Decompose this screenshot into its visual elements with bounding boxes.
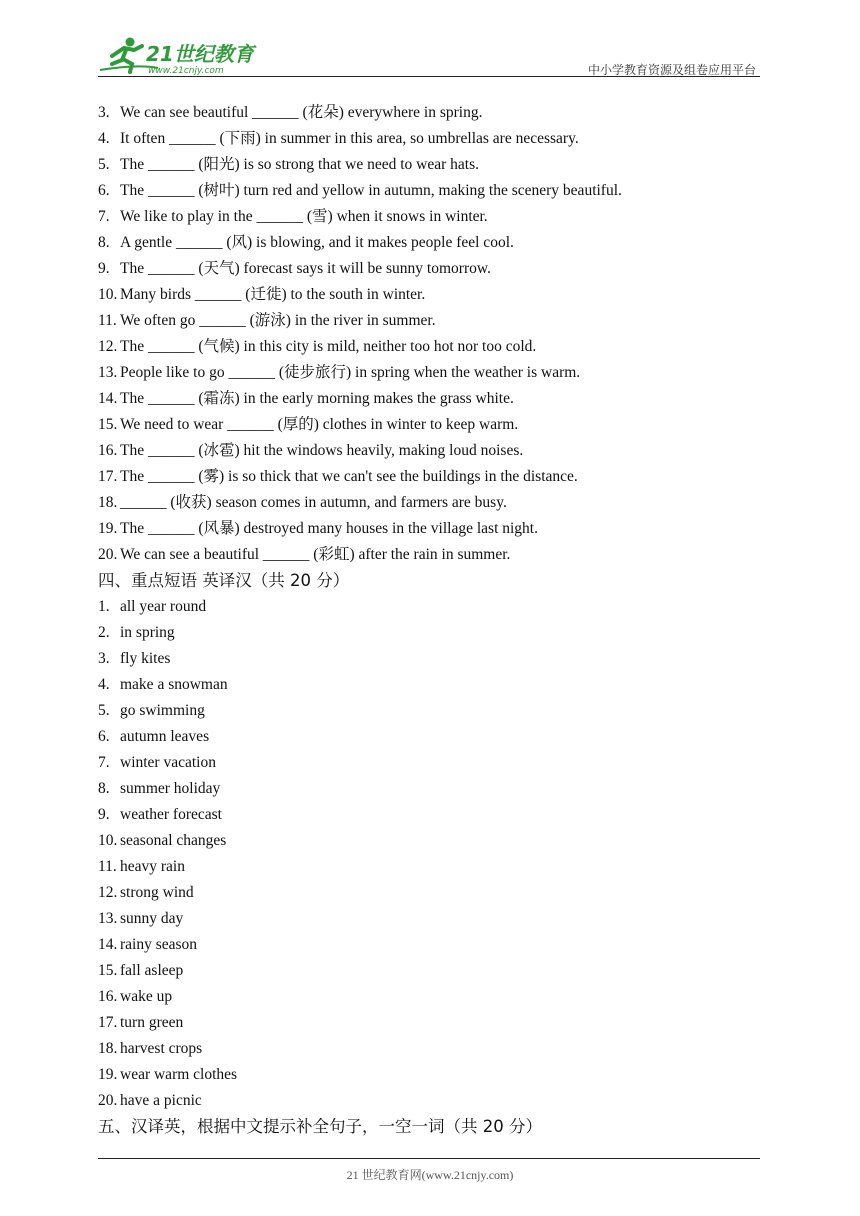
phrase-item bbox=[98, 906, 760, 932]
item-number: 18. bbox=[98, 494, 118, 511]
phrase-item bbox=[98, 828, 760, 854]
item-text: turn green bbox=[120, 1014, 184, 1031]
fill-blank-item bbox=[98, 204, 760, 230]
item-text: A gentle ______ (风) is blowing, and it makes people feel cool. bbox=[120, 234, 514, 251]
item-number: 14. bbox=[98, 390, 118, 407]
item-text: The ______ (雾) is so thick that we can't see the buildings in the distance. bbox=[120, 468, 578, 485]
item-number: 2. bbox=[98, 624, 110, 641]
item-number: 20. bbox=[98, 1092, 118, 1109]
item-number: 7. bbox=[98, 208, 110, 225]
item-number: 16. bbox=[98, 442, 118, 459]
phrase-item bbox=[98, 646, 760, 672]
item-number: 12. bbox=[98, 884, 118, 901]
item-text: The ______ (树叶) turn red and yellow in autumn, making the scenery beautiful. bbox=[120, 182, 622, 199]
item-text: People like to go ______ (徒步旅行) in spring when the weather is warm. bbox=[120, 364, 581, 381]
item-number: 6. bbox=[98, 182, 110, 199]
item-text: It often ______ (下雨) in summer in this area, so umbrellas are necessary. bbox=[120, 130, 579, 147]
item-text: autumn leaves bbox=[120, 728, 210, 745]
site-logo bbox=[98, 34, 268, 76]
phrase-item bbox=[98, 1088, 760, 1114]
item-text: fly kites bbox=[120, 650, 171, 667]
item-text: weather forecast bbox=[120, 806, 222, 823]
fill-blank-item bbox=[98, 490, 760, 516]
page-footer: 21 世纪教育网(www.21cnjy.com) bbox=[346, 1168, 514, 1182]
item-number: 3. bbox=[98, 650, 110, 667]
item-number: 8. bbox=[98, 234, 110, 251]
item-text: go swimming bbox=[120, 702, 205, 719]
fill-blank-item bbox=[98, 516, 760, 542]
item-number: 6. bbox=[98, 728, 110, 745]
item-number: 1. bbox=[98, 598, 110, 615]
item-text: fall asleep bbox=[120, 962, 184, 979]
item-text: The ______ (天气) forecast says it will be sunny tomorrow. bbox=[120, 260, 491, 277]
section5-title: 五、汉译英，根据中文提示补全句子，一空一词（共 20 分） bbox=[98, 1117, 542, 1136]
item-text: The ______ (冰雹) hit the windows heavily, making loud noises. bbox=[120, 442, 524, 459]
item-text: The ______ (阳光) is so strong that we need to wear hats. bbox=[120, 156, 480, 173]
item-text: harvest crops bbox=[120, 1040, 203, 1057]
item-text: wake up bbox=[120, 988, 173, 1005]
item-text: wear warm clothes bbox=[120, 1066, 238, 1083]
item-text: heavy rain bbox=[120, 858, 185, 875]
item-text: in spring bbox=[120, 624, 175, 641]
phrase-item bbox=[98, 880, 760, 906]
header-divider bbox=[98, 76, 760, 77]
item-number: 15. bbox=[98, 962, 118, 979]
item-number: 8. bbox=[98, 780, 110, 797]
phrase-item bbox=[98, 698, 760, 724]
phrase-item bbox=[98, 672, 760, 698]
item-number: 16. bbox=[98, 988, 118, 1005]
phrase-item bbox=[98, 958, 760, 984]
section4-title: 四、重点短语 英译汉（共 20 分） bbox=[98, 571, 350, 590]
phrase-item bbox=[98, 750, 760, 776]
fill-blank-item bbox=[98, 438, 760, 464]
fill-blank-item bbox=[98, 386, 760, 412]
item-number: 14. bbox=[98, 936, 118, 953]
fill-blank-item bbox=[98, 308, 760, 334]
phrase-item bbox=[98, 1062, 760, 1088]
fill-blank-item bbox=[98, 334, 760, 360]
item-number: 17. bbox=[98, 468, 118, 485]
fill-blank-item bbox=[98, 230, 760, 256]
item-number: 5. bbox=[98, 156, 110, 173]
item-text: rainy season bbox=[120, 936, 198, 953]
footer-divider bbox=[98, 1158, 760, 1159]
fill-blank-item bbox=[98, 412, 760, 438]
section4-list bbox=[98, 594, 760, 1114]
phrase-item bbox=[98, 802, 760, 828]
svg-text:21世纪教育: 21世纪教育 bbox=[146, 42, 254, 66]
fill-blank-item bbox=[98, 464, 760, 490]
item-number: 3. bbox=[98, 104, 110, 121]
item-text: We need to wear ______ (厚的) clothes in winter to keep warm. bbox=[120, 416, 519, 433]
item-text: The ______ (气候) in this city is mild, neither too hot nor too cold. bbox=[120, 338, 537, 355]
fill-blank-item bbox=[98, 100, 760, 126]
item-number: 9. bbox=[98, 260, 110, 277]
fill-blank-item bbox=[98, 126, 760, 152]
item-text: We like to play in the ______ (雪) when it snows in winter. bbox=[120, 208, 488, 225]
phrase-item bbox=[98, 984, 760, 1010]
phrase-item bbox=[98, 854, 760, 880]
item-number: 9. bbox=[98, 806, 110, 823]
item-text: seasonal changes bbox=[120, 832, 227, 849]
item-number: 10. bbox=[98, 286, 118, 303]
item-text: strong wind bbox=[120, 884, 194, 901]
item-text: The ______ (风暴) destroyed many houses in the village last night. bbox=[120, 520, 538, 537]
fill-blank-item bbox=[98, 256, 760, 282]
item-number: 13. bbox=[98, 364, 118, 381]
item-number: 4. bbox=[98, 130, 110, 147]
page-header bbox=[98, 34, 760, 78]
item-text: winter vacation bbox=[120, 754, 216, 771]
fill-blank-item bbox=[98, 178, 760, 204]
item-number: 11. bbox=[98, 312, 117, 329]
item-number: 17. bbox=[98, 1014, 118, 1031]
fill-blank-item bbox=[98, 542, 760, 568]
item-text: Many birds ______ (迁徙) to the south in winter. bbox=[120, 286, 426, 303]
item-number: 13. bbox=[98, 910, 118, 927]
item-number: 19. bbox=[98, 1066, 118, 1083]
phrase-item bbox=[98, 620, 760, 646]
item-text: have a picnic bbox=[120, 1092, 202, 1109]
phrase-item bbox=[98, 724, 760, 750]
phrase-item bbox=[98, 932, 760, 958]
item-number: 19. bbox=[98, 520, 118, 537]
item-text: We can see beautiful ______ (花朵) everywhere in spring. bbox=[120, 104, 483, 121]
platform-name: 中小学教育资源及组卷应用平台 bbox=[587, 63, 756, 77]
item-number: 18. bbox=[98, 1040, 118, 1057]
phrase-item bbox=[98, 1010, 760, 1036]
item-number: 4. bbox=[98, 676, 110, 693]
phrase-item bbox=[98, 776, 760, 802]
phrase-item bbox=[98, 594, 760, 620]
item-text: The ______ (霜冻) in the early morning makes the grass white. bbox=[120, 390, 514, 407]
svg-text:www.21cnjy.com: www.21cnjy.com bbox=[148, 66, 224, 76]
item-text: ______ (收获) season comes in autumn, and farmers are busy. bbox=[120, 494, 507, 511]
item-text: all year round bbox=[120, 598, 207, 615]
section3-list bbox=[98, 100, 760, 568]
item-number: 11. bbox=[98, 858, 117, 875]
item-number: 10. bbox=[98, 832, 118, 849]
item-text: We can see a beautiful ______ (彩虹) after the rain in summer. bbox=[120, 546, 511, 563]
item-text: sunny day bbox=[120, 910, 184, 927]
fill-blank-item bbox=[98, 282, 760, 308]
document-body bbox=[98, 100, 760, 1140]
item-text: We often go ______ (游泳) in the river in summer. bbox=[120, 312, 436, 329]
item-number: 7. bbox=[98, 754, 110, 771]
item-number: 12. bbox=[98, 338, 118, 355]
item-number: 15. bbox=[98, 416, 118, 433]
fill-blank-item bbox=[98, 360, 760, 386]
item-number: 5. bbox=[98, 702, 110, 719]
phrase-item bbox=[98, 1036, 760, 1062]
item-number: 20. bbox=[98, 546, 118, 563]
fill-blank-item bbox=[98, 152, 760, 178]
item-text: make a snowman bbox=[120, 676, 228, 693]
item-text: summer holiday bbox=[120, 780, 221, 797]
